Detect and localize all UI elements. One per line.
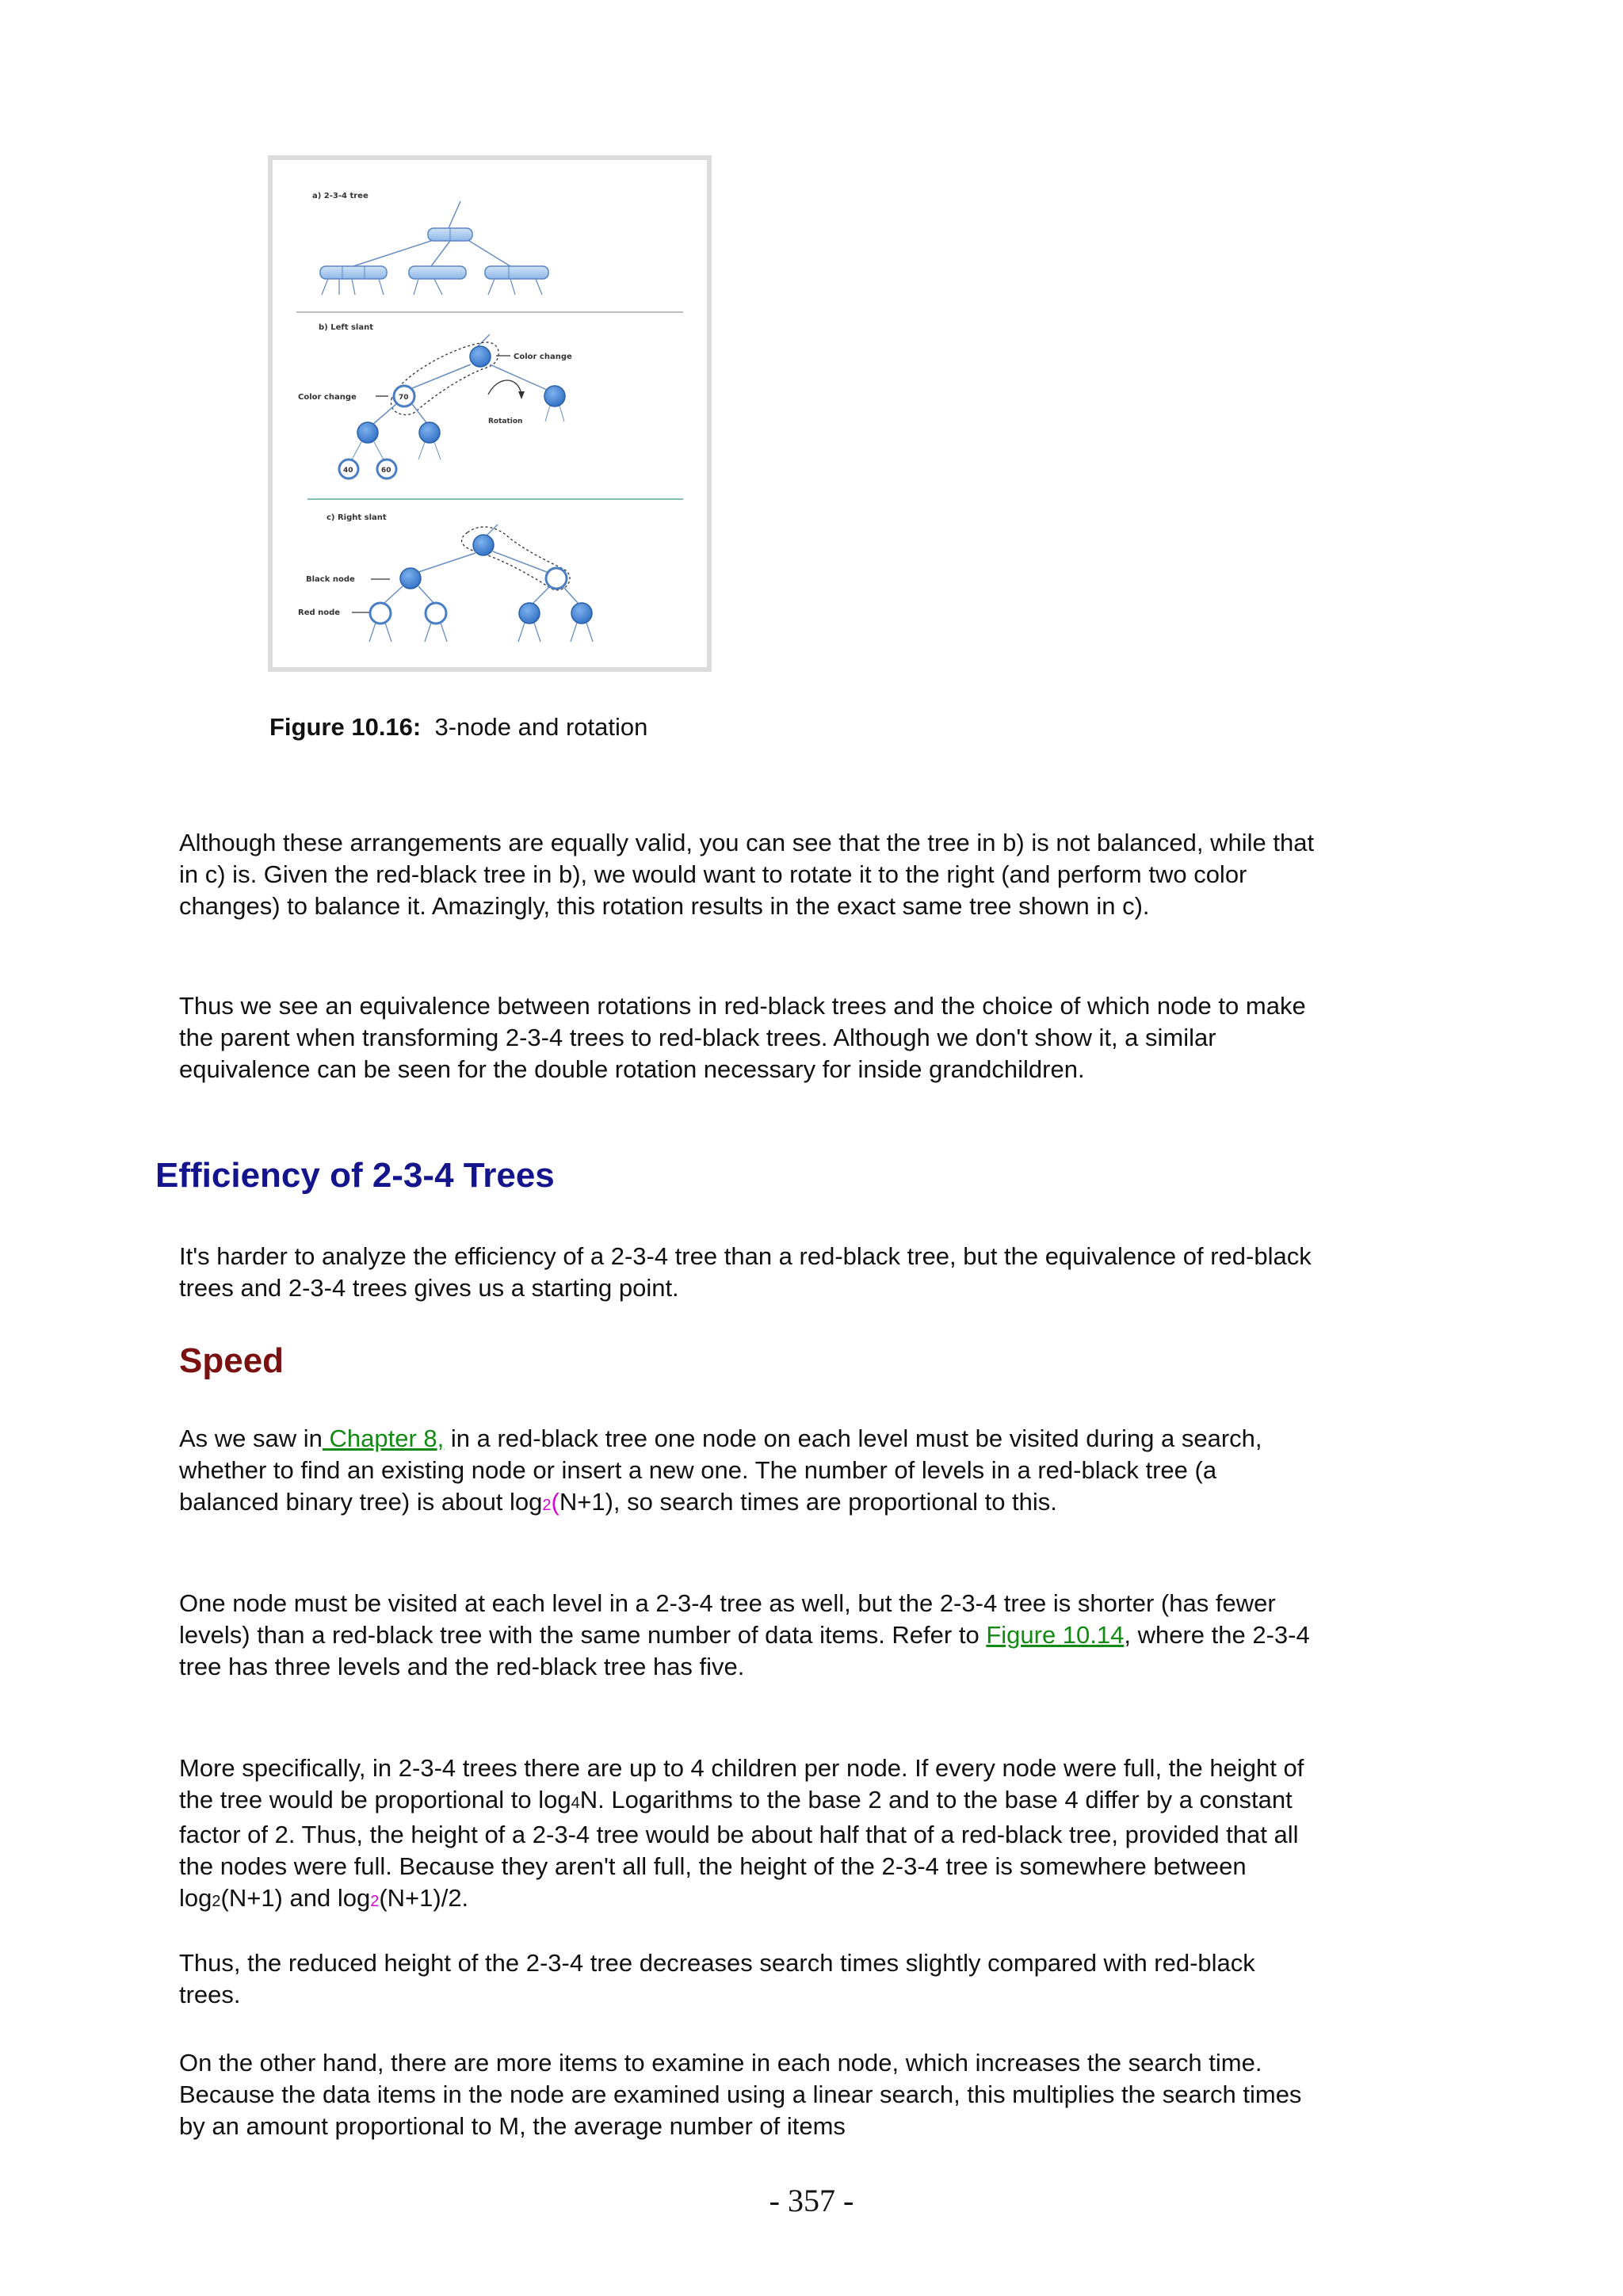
subscript: 2 bbox=[212, 1893, 221, 1910]
paragraph-speed-4: Thus, the reduced height of the 2-3-4 tree decreases search times slightly compared with red-black trees. bbox=[179, 1949, 1255, 2008]
black-node bbox=[400, 568, 421, 589]
paragraph-speed-5: On the other hand, there are more items to examine in each node, which increases the search time. Because the data items in the node are examined using a linear search, this multiplies the search times by an amount proportional to M, the average number of items bbox=[179, 2049, 1302, 2140]
black-node bbox=[470, 346, 491, 367]
node-60-label: 60 bbox=[381, 467, 391, 475]
node-70-label: 70 bbox=[399, 394, 409, 402]
color-change-label: Color change bbox=[298, 393, 357, 402]
red-node bbox=[370, 603, 391, 624]
figure-10-14-link[interactable]: Figure 10.14 bbox=[986, 1621, 1125, 1649]
subscript: 4 bbox=[571, 1794, 580, 1812]
caption-text: 3-node and rotation bbox=[434, 713, 648, 741]
black-node-label: Black node bbox=[306, 575, 355, 584]
black-node bbox=[419, 422, 440, 443]
panel-b-label: b) Left slant bbox=[319, 323, 374, 332]
red-node-label: Red node bbox=[298, 608, 341, 617]
paragraph-intro: It's harder to analyze the efficiency of a 2-3-4 tree than a red-black tree, but the equivalence of red-black trees and 2-3-4 trees gives us a starting point. bbox=[179, 1242, 1312, 1302]
figure-caption bbox=[269, 711, 647, 743]
panel-c-label: c) Right slant bbox=[327, 513, 387, 522]
rotation-label: Rotation bbox=[488, 418, 523, 425]
child-4-node bbox=[320, 266, 387, 279]
red-node bbox=[546, 568, 567, 589]
paragraph-equivalence: Thus we see an equivalence between rotations in red-black trees and the choice of which node to make the parent when transforming 2-3-4 trees to red-black trees. Although we don't show it, a similar equivalence can be seen for the double rotation necessary for inside grandchildren. bbox=[179, 992, 1306, 1083]
section-heading: Efficiency of 2-3-4 Trees bbox=[155, 1156, 555, 1195]
figure-10-16 bbox=[268, 155, 712, 672]
black-node bbox=[357, 422, 378, 443]
child-3-node bbox=[485, 266, 548, 279]
caption-label: Figure 10.16: bbox=[269, 713, 422, 741]
black-node bbox=[519, 603, 540, 624]
paragraph-speed-1: As we saw in Chapter 8, in a red-black tree one node on each level must be visited during a search, whether to find an existing node or insert a new one. The number of levels in a red-black tree (a balanced binary tree) is about log2(N+1), so search times are proportional to this. bbox=[179, 1425, 1262, 1516]
paragraph-speed-2: One node must be visited at each level in a 2-3-4 tree as well, but the 2-3-4 tree is shorter (has fewer levels) than a red-black tree with the same number of data items. Refer to Figure 10.14, where the 2-3-4 tree has three levels and the red-black tree has five. bbox=[179, 1589, 1310, 1680]
paragraph-speed-3: More specifically, in 2-3-4 trees there are up to 4 children per node. If every node were full, the height of the tree would be proportional to log4N. Logarithms to the base 2 and to the base 4 differ by a constant factor of 2. Thus, the height of a 2-3-4 tree would be about half that of a red-black tree, provided that all the nodes were full. Because they aren't all full, the height of the 2-3-4 tree is somewhere between log2(N+1) and log2(N+1)/2. bbox=[179, 1754, 1304, 1912]
page-number: - 357 - bbox=[769, 2183, 854, 2218]
subscript: 2 bbox=[542, 1497, 552, 1514]
red-node bbox=[426, 603, 446, 624]
black-node bbox=[544, 386, 565, 406]
subscript: 2 bbox=[370, 1893, 380, 1910]
subsection-heading-speed: Speed bbox=[179, 1341, 285, 1380]
tree-diagram bbox=[273, 160, 707, 667]
node-40-label: 40 bbox=[343, 467, 353, 475]
black-node bbox=[473, 535, 494, 555]
panel-a-label: a) 2-3-4 tree bbox=[312, 192, 369, 200]
black-node bbox=[571, 603, 592, 624]
paragraph-balance: Although these arrangements are equally valid, you can see that the tree in b) is not balanced, while that in c) is. Given the red-black tree in b), we would want to rotate it to the right (and perform two color changes) to balance it. Amazingly, this rotation results in the exact same tree shown in c). bbox=[179, 829, 1315, 920]
color-change-label: Color change bbox=[514, 353, 572, 361]
chapter-8-link[interactable]: Chapter 8, bbox=[322, 1425, 445, 1452]
child-2-node bbox=[409, 266, 466, 279]
